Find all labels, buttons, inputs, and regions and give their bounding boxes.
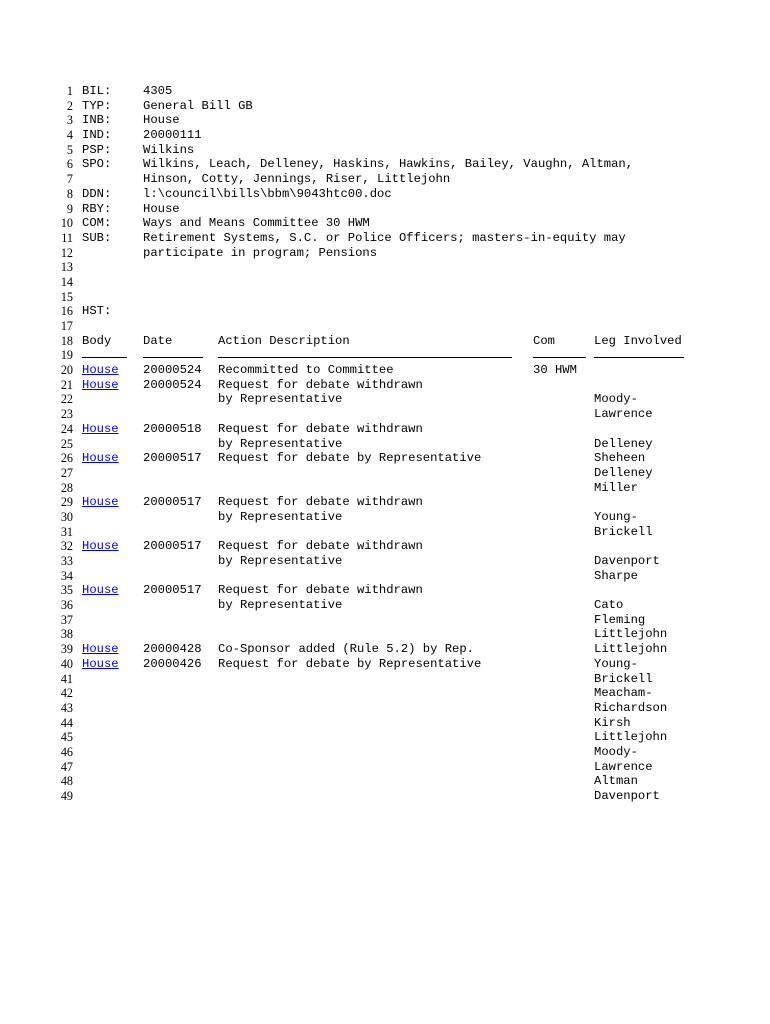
- line-number: 20: [60, 363, 73, 378]
- header-line: [0, 143, 770, 158]
- line-number: 25: [60, 436, 73, 451]
- header-line: [0, 275, 770, 290]
- history-line: [0, 598, 770, 613]
- legislator-involved: Moody-: [594, 392, 638, 407]
- action-description: by Representative: [218, 554, 343, 568]
- column-rule-line: [0, 348, 770, 363]
- action-date: 20000426: [143, 656, 202, 671]
- action-description: Request for debate withdrawn: [218, 495, 423, 510]
- field-key: SUB:: [82, 230, 112, 245]
- legislator-involved: Miller: [594, 480, 638, 495]
- legislator-involved: Delleney: [594, 465, 653, 480]
- header-line: [0, 246, 770, 261]
- line-number: 2: [66, 98, 73, 113]
- field-value: l:\council\bills\bbm\9043htc00.doc: [143, 186, 392, 201]
- line-number: 45: [60, 730, 73, 745]
- legislator-involved: Sharpe: [594, 568, 638, 583]
- line-number: 14: [60, 274, 73, 289]
- header-line: [0, 84, 770, 99]
- history-line: [0, 481, 770, 496]
- line-number: 17: [60, 319, 73, 333]
- field-value: Wilkins: [143, 142, 195, 157]
- history-line: [0, 392, 770, 407]
- line-number: 46: [60, 744, 73, 759]
- action-description: by Representative: [218, 436, 343, 451]
- legislator-involved: Kirsh: [594, 715, 631, 730]
- history-line: [0, 672, 770, 687]
- header-line: [0, 113, 770, 128]
- history-line: [0, 716, 770, 731]
- field-key: TYP:: [82, 98, 112, 113]
- line-number: 43: [60, 700, 73, 715]
- line-number: 34: [60, 568, 73, 583]
- legislator-involved: Cato: [594, 598, 624, 613]
- line-number: 49: [60, 789, 73, 803]
- history-line: [0, 437, 770, 452]
- field-value: General Bill GB: [143, 98, 253, 113]
- header-line: [0, 128, 770, 143]
- line-number: 48: [60, 774, 73, 789]
- column-rule: [218, 357, 512, 358]
- header-line: [0, 172, 770, 187]
- line-number: 8: [66, 186, 73, 201]
- column-header-action: Action Description: [218, 333, 350, 348]
- history-line: [0, 539, 770, 554]
- line-number: 32: [60, 539, 73, 554]
- action-date: 20000428: [143, 642, 202, 657]
- line-number: 15: [60, 289, 73, 304]
- action-description: Request for debate by Representative: [218, 451, 482, 466]
- line-number: 3: [66, 113, 73, 128]
- history-line: [0, 466, 770, 481]
- line-number: 4: [66, 128, 73, 143]
- field-value: Ways and Means Committee 30 HWM: [143, 216, 370, 231]
- history-column-headers: [0, 334, 770, 349]
- line-number: 7: [66, 172, 73, 187]
- column-header-body: Body: [82, 333, 112, 348]
- legislator-involved: Young-: [594, 656, 638, 671]
- legislator-involved: Moody-: [594, 744, 638, 759]
- line-number: 39: [60, 642, 73, 657]
- legislator-involved: Littlejohn: [594, 642, 668, 657]
- action-description: Request for debate withdrawn: [218, 583, 423, 598]
- action-date: 20000517: [143, 451, 202, 466]
- line-number: 24: [60, 421, 73, 436]
- header-line: [0, 99, 770, 114]
- line-number: 31: [60, 524, 73, 539]
- line-number: 37: [60, 612, 73, 627]
- legislator-involved: Lawrence: [594, 407, 653, 422]
- field-value: 20000111: [143, 128, 202, 143]
- body-link[interactable]: House: [82, 583, 119, 598]
- action-date: 20000524: [143, 377, 202, 392]
- legislator-involved: Young-: [594, 509, 638, 524]
- field-key: SPO:: [82, 157, 112, 172]
- history-line: [0, 422, 770, 437]
- line-number: 22: [60, 392, 73, 407]
- action-description: by Representative: [218, 392, 343, 407]
- line-number: 28: [60, 480, 73, 495]
- history-line: [0, 760, 770, 775]
- line-number: 30: [60, 509, 73, 524]
- line-number: 1: [66, 84, 73, 98]
- field-key: BIL:: [82, 84, 112, 98]
- legislator-involved: Davenport: [594, 789, 660, 803]
- line-number: 42: [60, 686, 73, 701]
- legislator-involved: Littlejohn: [594, 730, 668, 745]
- line-number: 6: [66, 157, 73, 172]
- field-key: PSP:: [82, 142, 112, 157]
- header-line: [0, 304, 770, 319]
- action-date: 20000524: [143, 363, 202, 378]
- field-value: Hinson, Cotty, Jennings, Riser, Littlejohn: [143, 172, 451, 187]
- bill-document: [0, 84, 770, 804]
- line-number: 9: [66, 201, 73, 216]
- history-line: [0, 525, 770, 540]
- field-key: COM:: [82, 216, 112, 231]
- column-rule: [143, 357, 203, 358]
- action-description: by Representative: [218, 509, 343, 524]
- action-description: Request for debate by Representative: [218, 656, 482, 671]
- action-date: 20000517: [143, 539, 202, 554]
- header-line: [0, 290, 770, 305]
- legislator-involved: Littlejohn: [594, 627, 668, 642]
- history-line: [0, 745, 770, 760]
- history-line: [0, 701, 770, 716]
- field-value: House: [143, 201, 180, 216]
- body-link[interactable]: House: [82, 495, 119, 510]
- field-key: IND:: [82, 128, 112, 143]
- action-description: Request for debate withdrawn: [218, 539, 423, 554]
- body-link[interactable]: House: [82, 656, 119, 671]
- field-value: participate in program; Pensions: [143, 245, 378, 260]
- action-date: 20000517: [143, 583, 202, 598]
- line-number: 29: [60, 495, 73, 510]
- body-link[interactable]: House: [82, 451, 119, 466]
- history-line: [0, 613, 770, 628]
- header-line: [0, 231, 770, 246]
- field-value: House: [143, 113, 180, 128]
- legislator-involved: Brickell: [594, 524, 653, 539]
- header-line: [0, 260, 770, 275]
- action-description: Co-Sponsor added (Rule 5.2) by Rep.: [218, 642, 474, 657]
- column-header-leg: Leg Involved: [594, 333, 682, 348]
- header-line: [0, 216, 770, 231]
- column-header-date: Date: [143, 333, 173, 348]
- legislator-involved: Fleming: [594, 612, 646, 627]
- line-number: 35: [60, 583, 73, 598]
- field-key: HST:: [82, 304, 112, 319]
- line-number: 18: [60, 333, 73, 348]
- action-date: 20000518: [143, 421, 202, 436]
- body-link[interactable]: House: [82, 421, 119, 436]
- action-description: Recommitted to Committee: [218, 363, 394, 378]
- history-line: [0, 495, 770, 510]
- legislator-involved: Altman: [594, 774, 638, 789]
- header-line: [0, 319, 770, 334]
- header-line: [0, 187, 770, 202]
- line-number: 36: [60, 598, 73, 613]
- history-line: [0, 378, 770, 393]
- line-number: 16: [60, 304, 73, 319]
- history-line: [0, 657, 770, 672]
- column-header-com: Com: [533, 333, 555, 348]
- line-number: 10: [60, 216, 73, 231]
- action-date: 20000517: [143, 495, 202, 510]
- history-line: [0, 554, 770, 569]
- body-link[interactable]: House: [82, 642, 119, 657]
- field-value: 4305: [143, 84, 173, 98]
- legislator-involved: Meacham-: [594, 686, 653, 701]
- legislator-involved: Delleney: [594, 436, 653, 451]
- legislator-involved: Brickell: [594, 671, 653, 686]
- line-number: 11: [61, 230, 73, 245]
- line-number: 13: [60, 260, 73, 275]
- header-line: [0, 157, 770, 172]
- history-line: [0, 451, 770, 466]
- field-value: Wilkins, Leach, Delleney, Haskins, Hawkins, Bailey, Vaughn, Altman,: [143, 157, 634, 172]
- action-description: Request for debate withdrawn: [218, 377, 423, 392]
- committee: 30 HWM: [533, 363, 577, 378]
- line-number: 19: [60, 348, 73, 363]
- field-value: Retirement Systems, S.C. or Police Officers; masters-in-equity may: [143, 230, 626, 245]
- history-line: [0, 774, 770, 789]
- line-number: 47: [60, 759, 73, 774]
- action-description: by Representative: [218, 598, 343, 613]
- line-number: 33: [60, 554, 73, 568]
- history-line: [0, 569, 770, 584]
- body-link[interactable]: House: [82, 377, 119, 392]
- history-line: [0, 730, 770, 745]
- field-key: DDN:: [82, 186, 112, 201]
- line-number: 26: [60, 451, 73, 466]
- history-line: [0, 627, 770, 642]
- line-number: 23: [60, 407, 73, 422]
- column-rule: [82, 357, 127, 358]
- history-line: [0, 583, 770, 598]
- line-number: 38: [60, 627, 73, 642]
- legislator-involved: Lawrence: [594, 759, 653, 774]
- legislator-involved: Sheheen: [594, 451, 646, 466]
- history-line: [0, 363, 770, 378]
- line-number: 12: [60, 245, 73, 260]
- action-description: Request for debate withdrawn: [218, 421, 423, 436]
- legislator-involved: Davenport: [594, 554, 660, 568]
- header-line: [0, 202, 770, 217]
- body-link[interactable]: House: [82, 363, 119, 378]
- body-link[interactable]: House: [82, 539, 119, 554]
- line-number: 21: [60, 377, 73, 392]
- history-line: [0, 510, 770, 525]
- line-number: 44: [60, 715, 73, 730]
- legislator-involved: Richardson: [594, 700, 668, 715]
- line-number: 5: [66, 142, 73, 157]
- history-line: [0, 789, 770, 804]
- history-line: [0, 407, 770, 422]
- column-rule: [533, 357, 586, 358]
- line-number: 41: [60, 671, 73, 686]
- field-key: INB:: [82, 113, 112, 128]
- line-number: 40: [60, 656, 73, 671]
- history-line: [0, 642, 770, 657]
- history-line: [0, 686, 770, 701]
- field-key: RBY:: [82, 201, 112, 216]
- column-rule: [594, 357, 684, 358]
- line-number: 27: [60, 465, 73, 480]
